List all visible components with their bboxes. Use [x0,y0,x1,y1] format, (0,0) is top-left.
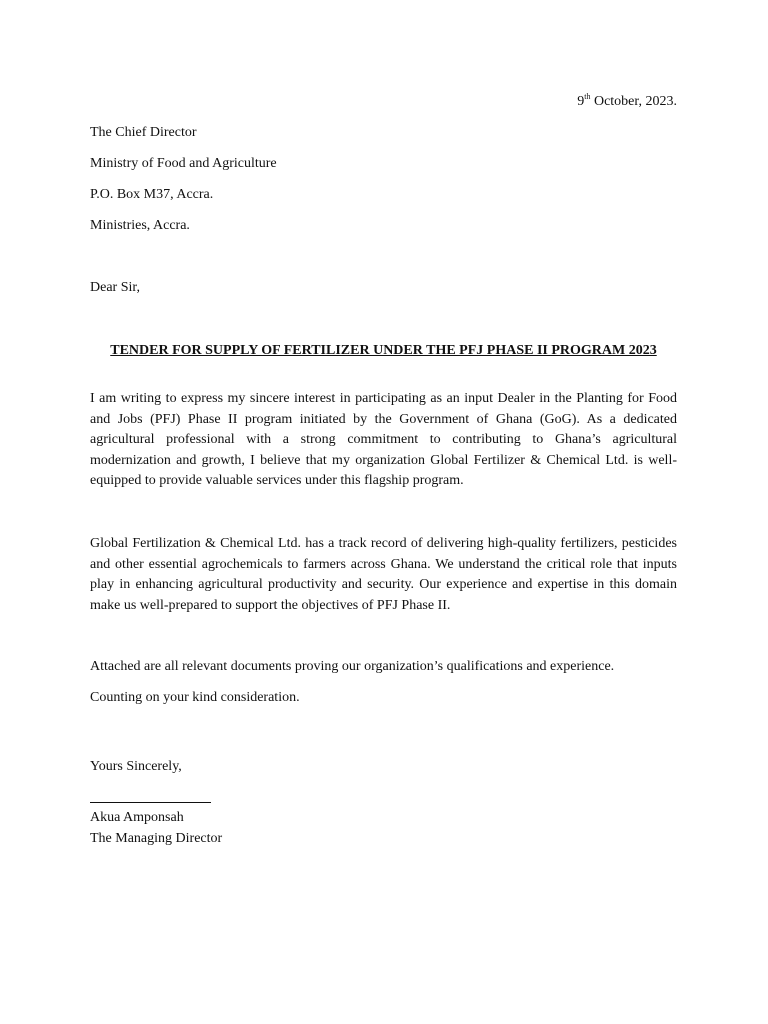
recipient-line-3: P.O. Box M37, Accra. [90,187,214,202]
salutation: Dear Sir, [90,280,140,295]
signature-line [90,802,211,803]
body-paragraph-1: I am writing to express my sincere interest in participating as an input Dealer in the Planting for Food and Jobs (PFJ) Phase II program initiated by the Government of Ghana (GoG). As a dedicated agricultural professional with a strong commitment to contributing to Ghana’s agricultural modernization and growth, I believe that my organization Global Fertilizer & Chemical Ltd. is well-equipped to provide valuable services under this flagship program. [90,391,677,488]
date-suffix: th [584,92,591,101]
closing: Yours Sincerely, [90,759,182,774]
recipient-line-4: Ministries, Accra. [90,218,190,233]
letter-date [577,92,677,112]
signatory-name: Akua Amponsah [90,810,184,825]
body-paragraph-2: Global Fertilization & Chemical Ltd. has a track record of delivering high-quality fertilizers, pesticides and other essential agrochemicals to farmers across Ghana. We understand the critical role that inputs play in enhancing agricultural productivity and security. Our experience and expertise in this domain make us well-prepared to support the objectives of PFJ Phase II. [90,536,677,613]
body-paragraph-4: Counting on your kind consideration. [90,690,300,705]
recipient-line-1: The Chief Director [90,125,197,140]
date-month-year: October, 2023. [590,94,677,109]
body-paragraph-3: Attached are all relevant documents proving our organization’s qualifications and experience. [90,659,615,674]
date-day: 9 [577,94,585,109]
recipient-line-2: Ministry of Food and Agriculture [90,156,277,171]
subject-heading: TENDER FOR SUPPLY OF FERTILIZER UNDER THE PFJ PHASE II PROGRAM 2023 [110,343,657,358]
signatory-title: The Managing Director [90,831,223,846]
